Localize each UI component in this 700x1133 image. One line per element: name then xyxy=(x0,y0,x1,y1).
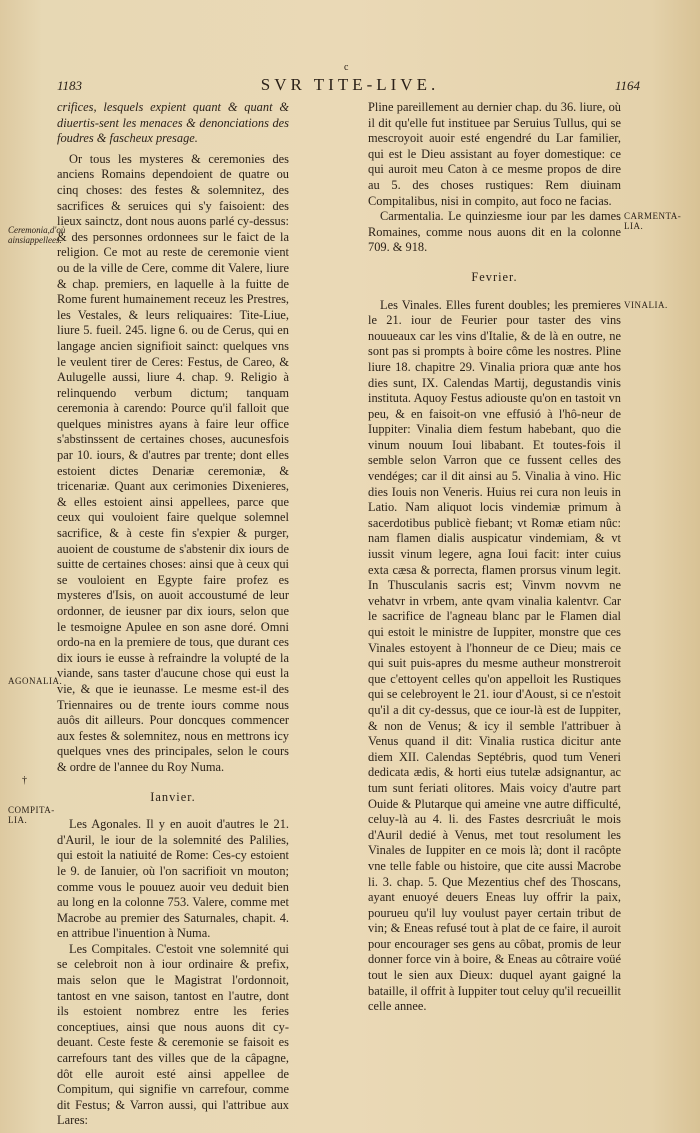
margin-note-ceremonia: Ceremonia,d'où ainsiappellees. xyxy=(8,225,66,245)
paragraph: crifices, lesquels expient quant & quant & diuertis-sent les menaces & denonciations des foudres & fascheux presage. xyxy=(57,100,289,146)
section-heading-janvier: Ianvier. xyxy=(150,789,196,804)
paragraph: Les Vinales. Elles furent doubles; les premieres le 21. iour de Feurier pour taster des vins nouueaux car les vins d'Italie, & de là en outre, ne sont pas si prompts à boire côme les nostres. Pline liure 18. chapitre 29. Vinalia priora quæ ante hos dies sunt, IX. Calendas Martij, degustandis vinis instituta. Aquoy Festus adiouste qu'on en tastoit vn peu, & en faisoit-on vne effusió à l'hô-neur de Iuppiter: Vinalia diem festum habebant, quo die vinum nouum Ioui libabant. Et toutes-fois il semble selon Varron que ce fussent celles des vendéges; car il dit ainsi au 5. Vinalia à vino. Hic dies Iouis non Veneris. Huius rei cura non leuis in Latio. Nam aliquot locis vindemiæ primum à sacerdotibus publicè fiebant; vt Romæ etiam nûc: nam flamen dialis auspicatur vindemiam, & vt iussit vinum legere, agna Ioui facit: inter cuius exta cæsa & porrecta, flamen prorsus vinum legit. In Thusculanis sacris est; Vinvm novvm ne vehatvr in vrbem, ante qvam vinalia kalentvr. Car le sacrifice de l'agneau blanc par le Flamen dial qui estoit le ministre de Iuppiter, monstre que ces Vinales estoyent à l'honneur de ce Dieu; mais ce qui suit puis-apres du mesme autheur monstreroit que c'ettoyent celles qu'on appelloit les Rustiques qui se celebroyent le 21. iour d'Aoust, si ce n'estoit qu'il a dit cy-dessus, que ce iour-là est de Iuppiter, & non de Venus; & icy il semble l'attribuer à Venus quand il dit: Vinalia rustica dicitur ante diem XII. Calendas Septébris, quod tum Veneri dedicata ædis, & horti eius tutelæ adsignantur, ac tum sunt feriati olitores. Mais voicy d'autre part Ouide & Plutarque qui ameine vne autre difficulté, celuy-là au 4. li. des Fastes desrcriuât le mois d'Auril dedié à Venus, met tout resolument les Vinales de Iuppiter en ce mois là; dont il racôpte vne telle fable ou histoire, que cite aussi Macrobe li. 3. chap. 5. Que Mezentius chef des Thoscans, ayant enuoyé deuers Eneas luy offrir la paix, pourueu qu'il luy voulust payer certain tribut de vin; & Eneas refusé tout à plat de ce faire, il auroit pour encourager ses gens au côbat, promis de leur donner force vin à boire, & Eneas au côtraire voüé tout le sien aux Dieux: duquel ayant gaigné la bataille, il offrit à Iuppiter tout celuy qu'il recueillit celle annee. xyxy=(368,297,621,1014)
paragraph: Les Agonales. Il y en auoit d'autres le 21. d'Auril, le iour de la solemnité des Palilies, qui estoit la natiuité de Rome: Ces-cy estoient le 9. de Ianuier, où l'on sacrifioit vn mouton; comme vous le pouuez auoir veu deduit bien au long en la colonne 753. Valere, comme met Macrobe au premier des Saturnales, chapit. 4. en attribue l'inuention à Numa. xyxy=(57,817,289,941)
running-title: SVR TITE-LIVE. xyxy=(260,75,440,94)
left-page-number: 1183 xyxy=(57,78,83,93)
page-header xyxy=(0,62,700,97)
margin-note-compitalia: COMPITA-LIA. xyxy=(8,805,55,825)
margin-note-vinalia: VINALIA. xyxy=(624,300,668,310)
margin-note-agonalia: AGONALIA. xyxy=(8,676,63,686)
section-heading-fevrier: Fevrier. xyxy=(471,269,518,284)
right-page-number: 1164 xyxy=(615,78,641,93)
paragraph: Pline pareillement au dernier chap. du 36. liure, où il dit qu'elle fut instituee par Seruius Tullus, qui se mescroyoit auoir esté engendré du Lar familier, qui est le Dieu assistant au foyer domestique: ce qui auroit meu Caton à ce mesme propos de dire au 5. des choses rustiques: Rem diuinam Compitalibus, nisi in compito, aut foco ne facias. xyxy=(368,100,621,208)
right-column xyxy=(368,100,621,1015)
margin-note-carmentalia: CARMENTA-LIA. xyxy=(624,211,682,231)
margin-ornament: † xyxy=(22,775,27,786)
signature-mark: c xyxy=(344,62,349,73)
paragraph: Les Compitales. C'estoit vne solemnité qui se celebroit non à iour ordinaire & prefix, mais selon que le Magistrat l'ordonnoit, tantost en vne saison, tantost en l'autre, dont ils estoient nombrez entre les feries conceptiues, ainsi que nous auons dit cy-deuant. Ceste feste & ceremonie se faisoit es carrefours tant des villes que de la câpagne, dôt elle auroit esté ainsi appellee de Compitum, qui signifie vn carrefour, comme dit Festus; & Varron aussi, qui l'attribue aux Lares: xyxy=(57,941,289,1128)
paragraph: Or tous les mysteres & ceremonies des anciens Romains dependoient de quatre ou cinq choses: des festes & solemnitez, des sacrifices & seruices qui s'y faisoient: des lieux sainctz, dont nous auons parlé cy-dessus: & des personnes ordonnees sur le faict de la religion. Ce mot au reste de ceremonie vient ou de la ville de Cere, comme dit Valere, liure & chap. premiers, en laquelle à la fuitte de Rome furent humainement receuz les Prestres, les Vestales, & leurs reliquaires: Tite-Liue, liure 5. fueil. 245. ligne 6. ou de Cerus, qui en langage ancien signifioit sainct: quelques vns le veulent tirer de Ceres: Festus, de Careo, & Aulugelle aussi, liure 4. chap. 9. Religio à relinquendo verbum dictum; tanquam ceremonia à carendo: Pource qu'il falloit que quelques ministres ayans à faire leur office s'abstinssent de certaines choses, aucunesfois par 10. iours, & d'autres par trente; dont elles estoient dictes Denariæ ceremoniæ, & tricenariæ. Quant aux cerimonies Dixenieres, & elles estoient ainsi appellees, parce que ceux qui vouloient faire quelque solemnel sacrifice, & à ceste fin s'expier & purger, auoient de coustume de s'abstenir dix iours de suitte de certaines choses: ainsi que à ceux qui se vouloient en Egypte faire profez es mysteres d'Isis, on auoit accoustumé de leur ordonner, de ieusner par dix iours, selon que le tesmoigne Apulee en son asne doré. Omni ordo-na en la premiere de tous, que durant ces dix iours ie eusse à refraindre la volupté de la viande, sans taster d'aucune chose qui eust la vie, & que ie ieunasse. Le mesme est-il des Triennaires ou de trente iours comme nous auôs dit ailleurs. Pour doncques commencer aux festes & solemnitez, nous en mettrons icy quelques vnes des principales, selon le cours & ordre de l'annee du Roy Numa. xyxy=(57,151,289,774)
paragraph: Carmentalia. Le quinziesme iour par les dames Romaines, comme nous auons dit en la colonne 709. & 918. xyxy=(368,209,621,255)
left-column xyxy=(57,100,289,1129)
